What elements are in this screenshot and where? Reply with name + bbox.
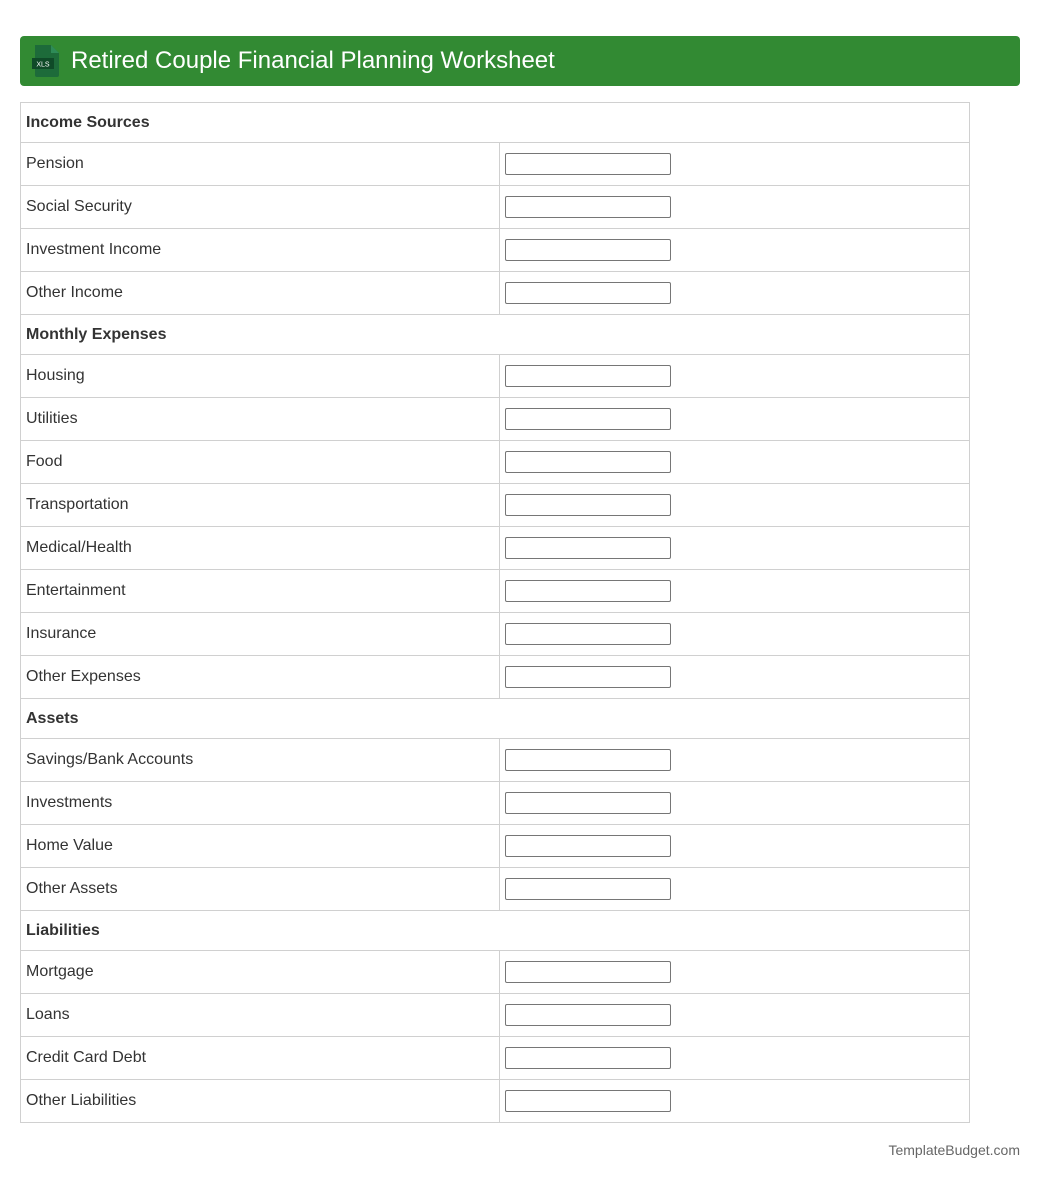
table-row [21,656,970,699]
section-title: Assets [21,699,970,739]
row-label: Mortgage [21,951,500,994]
table-row [21,398,970,441]
section-title: Monthly Expenses [21,315,970,355]
table-row [21,951,970,994]
table-row [21,229,970,272]
input-cell [500,229,970,272]
amount-input[interactable] [505,239,671,261]
input-cell [500,186,970,229]
amount-input[interactable] [505,1047,671,1069]
row-label: Investments [21,782,500,825]
row-label: Credit Card Debt [21,1037,500,1080]
table-row [21,1037,970,1080]
input-cell [500,143,970,186]
row-label: Housing [21,355,500,398]
section-header-row [21,315,970,355]
table-row [21,527,970,570]
svg-text:XLS: XLS [36,61,50,69]
input-cell [500,1037,970,1080]
table-row [21,186,970,229]
section-header-row [21,911,970,951]
table-row [21,782,970,825]
row-label: Medical/Health [21,527,500,570]
worksheet-table [20,102,970,1123]
input-cell [500,825,970,868]
section-title: Income Sources [21,103,970,143]
footer-brand[interactable]: TemplateBudget.com [888,1142,1020,1158]
amount-input[interactable] [505,451,671,473]
table-row [21,441,970,484]
table-row [21,825,970,868]
amount-input[interactable] [505,494,671,516]
amount-input[interactable] [505,537,671,559]
page-title: Retired Couple Financial Planning Worksheet [71,47,555,74]
amount-input[interactable] [505,1004,671,1026]
amount-input[interactable] [505,792,671,814]
amount-input[interactable] [505,749,671,771]
input-cell [500,272,970,315]
amount-input[interactable] [505,580,671,602]
amount-input[interactable] [505,408,671,430]
row-label: Home Value [21,825,500,868]
section-title: Liabilities [21,911,970,951]
input-cell [500,994,970,1037]
row-label: Other Expenses [21,656,500,699]
input-cell [500,441,970,484]
table-row [21,613,970,656]
row-label: Investment Income [21,229,500,272]
input-cell [500,868,970,911]
section-header-row [21,699,970,739]
input-cell [500,527,970,570]
input-cell [500,656,970,699]
amount-input[interactable] [505,196,671,218]
row-label: Food [21,441,500,484]
input-cell [500,951,970,994]
input-cell [500,355,970,398]
table-row [21,739,970,782]
amount-input[interactable] [505,623,671,645]
amount-input[interactable] [505,1090,671,1112]
table-row [21,484,970,527]
amount-input[interactable] [505,835,671,857]
row-label: Entertainment [21,570,500,613]
amount-input[interactable] [505,365,671,387]
row-label: Social Security [21,186,500,229]
input-cell [500,484,970,527]
table-row [21,355,970,398]
row-label: Other Income [21,272,500,315]
amount-input[interactable] [505,666,671,688]
table-row [21,143,970,186]
row-label: Other Assets [21,868,500,911]
section-header-row [21,103,970,143]
input-cell [500,782,970,825]
row-label: Savings/Bank Accounts [21,739,500,782]
amount-input[interactable] [505,153,671,175]
row-label: Other Liabilities [21,1080,500,1123]
input-cell [500,739,970,782]
input-cell [500,570,970,613]
xls-file-icon [32,45,60,77]
row-label: Transportation [21,484,500,527]
amount-input[interactable] [505,878,671,900]
table-row [21,994,970,1037]
row-label: Loans [21,994,500,1037]
page-header [20,36,1020,86]
table-row [21,272,970,315]
row-label: Utilities [21,398,500,441]
row-label: Insurance [21,613,500,656]
input-cell [500,398,970,441]
input-cell [500,1080,970,1123]
table-row [21,1080,970,1123]
input-cell [500,613,970,656]
amount-input[interactable] [505,961,671,983]
table-row [21,570,970,613]
row-label: Pension [21,143,500,186]
table-row [21,868,970,911]
amount-input[interactable] [505,282,671,304]
